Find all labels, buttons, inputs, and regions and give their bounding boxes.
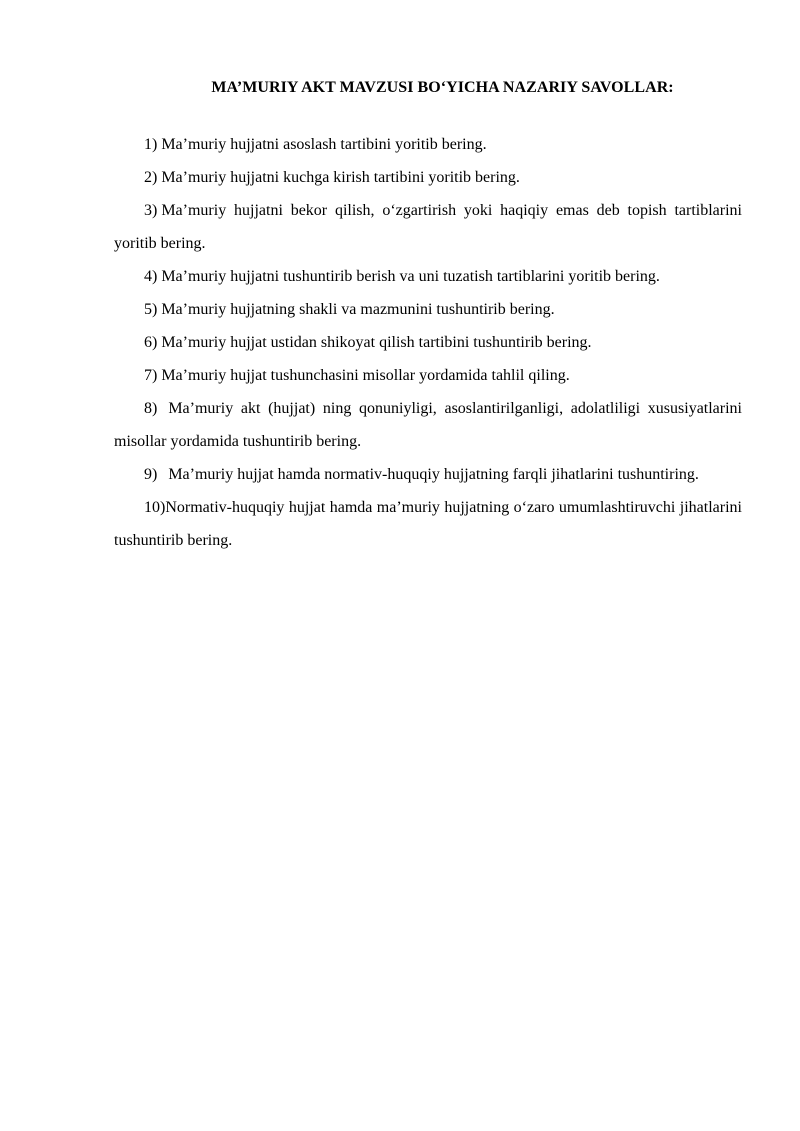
question-number: 9): [144, 466, 158, 483]
question-item: [114, 260, 742, 293]
question-item: [114, 392, 742, 458]
question-item: [114, 293, 742, 326]
question-text: Ma’muriy hujjat ustidan shikoyat qilish tartibini tushuntirib bering.: [161, 334, 592, 351]
question-text: Ma’muriy hujjat tushunchasini misollar yordamida tahlil qiling.: [161, 367, 570, 384]
question-number: 2): [144, 169, 158, 186]
question-text: Ma’muriy hujjatni asoslash tartibini yoritib bering.: [161, 136, 487, 153]
question-list: [114, 128, 742, 557]
question-text: Normativ-huquqiy hujjat hamda ma’muriy hujjatning o‘zaro umumlashtiruvchi jihatlarini tushuntirib bering.: [114, 499, 742, 549]
question-item: [114, 161, 742, 194]
question-number: 1): [144, 136, 158, 153]
question-text: Ma’muriy hujjatni kuchga kirish tartibini yoritib bering.: [161, 169, 520, 186]
question-text: Ma’muriy hujjatning shakli va mazmunini tushuntirib bering.: [161, 301, 555, 318]
question-number: 3): [144, 202, 158, 219]
question-number: 8): [144, 400, 158, 417]
question-number: 7): [144, 367, 158, 384]
question-item: [114, 359, 742, 392]
question-item: [114, 194, 742, 260]
question-item: [114, 458, 742, 491]
page-title: MA’MURIY AKT MAVZUSI BO‘YICHA NAZARIY SAVOLLAR:: [211, 79, 674, 96]
question-number: 6): [144, 334, 158, 351]
question-item: [114, 128, 742, 161]
question-item: [114, 326, 742, 359]
question-text: Ma’muriy akt (hujjat) ning qonuniyligi, asoslantirilganligi, adolatliligi xususiyatlarini misollar yordamida tushuntirib bering.: [114, 400, 742, 450]
question-text: Ma’muriy hujjatni tushuntirib berish va uni tuzatish tartiblarini yoritib bering.: [161, 268, 660, 285]
question-number: 10): [144, 499, 166, 516]
question-text: Ma’muriy hujjatni bekor qilish, o‘zgartirish yoki haqiqiy emas deb topish tartiblarini yoritib bering.: [114, 202, 742, 252]
question-number: 5): [144, 301, 158, 318]
question-item: [114, 491, 742, 557]
question-number: 4): [144, 268, 158, 285]
question-text: Ma’muriy hujjat hamda normativ-huquqiy hujjatning farqli jihatlarini tushuntiring.: [168, 466, 699, 483]
